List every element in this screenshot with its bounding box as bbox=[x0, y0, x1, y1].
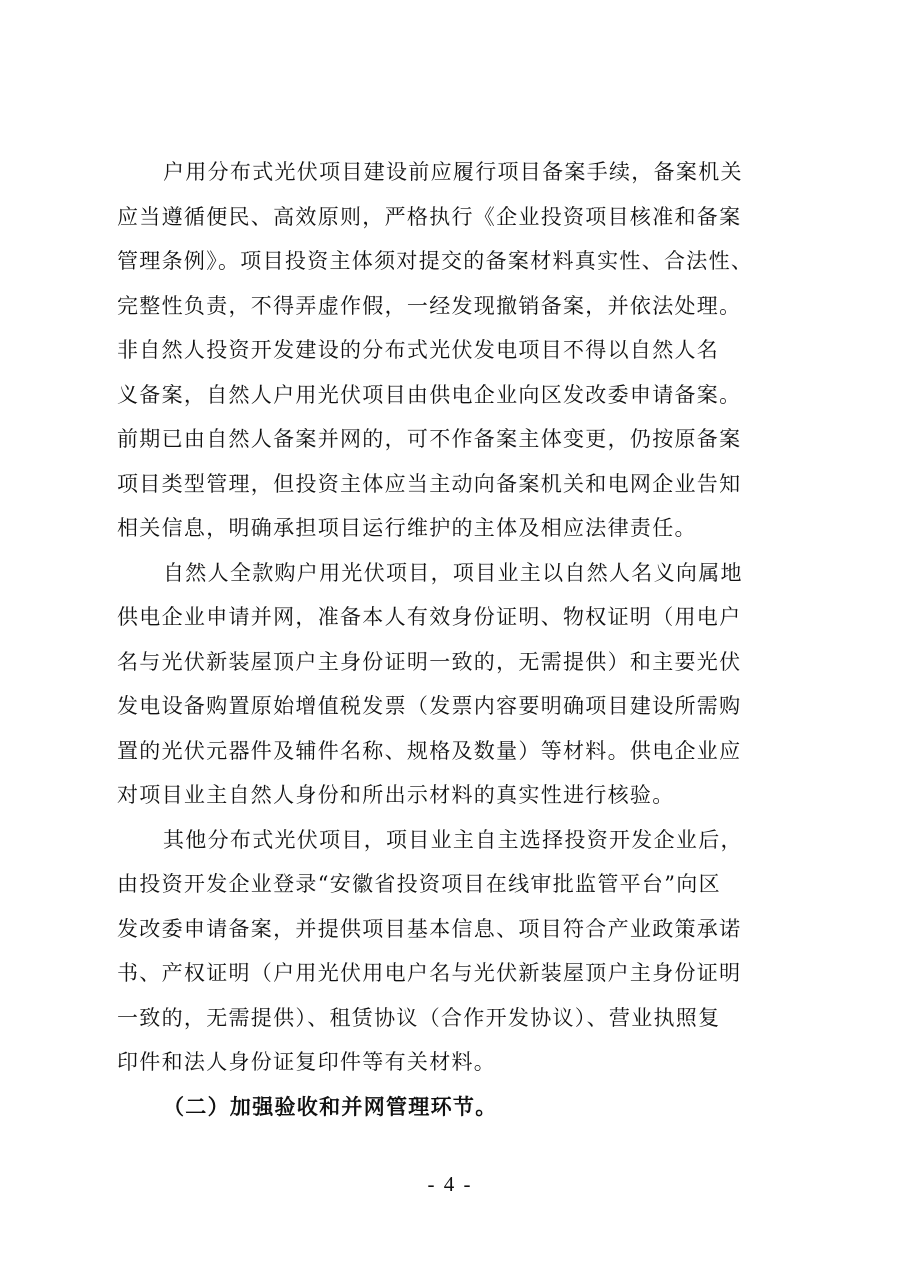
paragraph-2-line-2: 供电企业申请并网，准备本人有效身份证明、物权证明（用电户 bbox=[117, 605, 742, 629]
paragraph-1-line-3: 管理条例》。项目投资主体须对提交的备案材料真实性、合法性、 bbox=[117, 249, 754, 273]
paragraph-1-line-7: 前期已由自然人备案并网的，可不作备案主体变更，仍按原备案 bbox=[117, 427, 742, 451]
paragraph-2-line-4: 发电设备购置原始增值税发票（发票内容要明确项目建设所需购 bbox=[117, 694, 742, 718]
body-text bbox=[117, 150, 787, 1129]
paragraph-1-line-1: 户用分布式光伏项目建设前应履行项目备案手续，备案机关 bbox=[163, 160, 743, 184]
paragraph-2-line-3: 名与光伏新装屋顶户主身份证明一致的，无需提供）和主要光伏 bbox=[117, 649, 742, 674]
paragraph-2-line-6: 对项目业主自然人身份和所出示材料的真实性进行核验。 bbox=[117, 783, 675, 807]
page-number: - 4 - bbox=[427, 1172, 473, 1196]
paragraph-2-line-1: 自然人全款购户用光伏项目，项目业主以自然人名义向属地 bbox=[163, 560, 743, 585]
paragraph-3-line-6: 印件和法人身份证复印件等有关材料。 bbox=[117, 1050, 497, 1074]
paragraph-1-line-5: 非自然人投资开发建设的分布式光伏发电项目不得以自然人名 bbox=[117, 338, 720, 362]
paragraph-1-line-9: 相关信息，明确承担项目运行维护的主体及相应法律责任。 bbox=[117, 516, 697, 540]
paragraph-3-line-1: 其他分布式光伏项目，项目业主自主选择投资开发企业后， bbox=[163, 827, 743, 852]
paragraph-1-line-2: 应当遵循便民、高效原则，严格执行《企业投资项目核准和备案 bbox=[117, 204, 742, 229]
paragraph-3-line-5: 一致的，无需提供）、租赁协议（合作开发协议）、营业执照复 bbox=[117, 1005, 721, 1030]
paragraph-1-line-4: 完整性负责，不得弄虚作假，一经发现撤销备案，并依法处理。 bbox=[117, 293, 742, 318]
paragraph-1-line-8: 项目类型管理，但投资主体应当主动向备案机关和电网企业告知 bbox=[117, 471, 742, 496]
paragraph-3-line-2: 由投资开发企业登录“安徽省投资项目在线审批监管平台”向区 bbox=[117, 872, 721, 896]
paragraph-2-line-5: 置的光伏元器件及辅件名称、规格及数量）等材料。供电企业应 bbox=[117, 738, 742, 763]
paragraph-1-line-6: 义备案，自然人户用光伏项目由供电企业向区发改委申请备案。 bbox=[117, 382, 742, 407]
paragraph-3-line-3: 发改委申请备案，并提供项目基本信息、项目符合产业政策承诺 bbox=[117, 916, 742, 941]
section-heading: （二）加强验收和并网管理环节。 bbox=[163, 1093, 498, 1119]
paragraph-3-line-4: 书、产权证明（户用光伏用电户名与光伏新装屋顶户主身份证明 bbox=[117, 961, 742, 985]
